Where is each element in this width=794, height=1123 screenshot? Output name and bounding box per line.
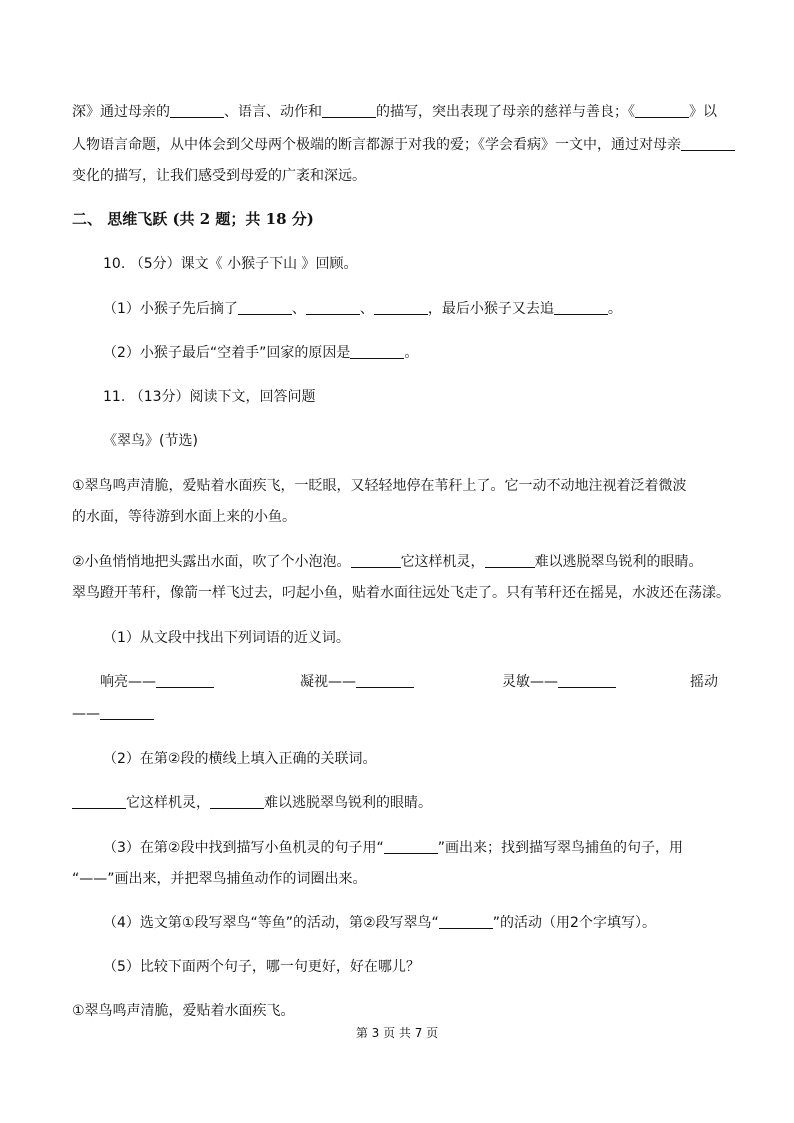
answer-blank — [306, 300, 360, 315]
text-run: 它这样机灵， — [126, 795, 210, 811]
text-run: 响亮—— — [100, 674, 156, 690]
text-run: （3）在第②段中找到描写小鱼机灵的句子用“ — [103, 840, 384, 856]
text-run: 灵敏—— — [502, 674, 558, 690]
text-run: 难以逃脱翠鸟锐利的眼睛。 — [534, 554, 703, 570]
text-run: （1）小猴子先后摘了 — [103, 301, 238, 317]
text-run: 、 — [291, 301, 306, 317]
text-run: 难以逃脱翠鸟锐利的眼睛。 — [264, 795, 432, 811]
answer-blank — [439, 914, 493, 929]
article-title: 《翠鸟》(节选) — [103, 433, 198, 449]
answer-blank — [322, 103, 376, 118]
answer-blank — [210, 794, 264, 809]
answer-blank — [681, 136, 735, 151]
synonym-item — [300, 672, 414, 692]
synonym-item — [502, 672, 616, 692]
text-run: 。 — [404, 345, 419, 361]
question-11-5: （5）比较下面两个句子，哪一句更好，好在哪儿？ — [103, 959, 420, 975]
answer-blank — [100, 705, 154, 720]
article-paragraph-1: 的水面，等待游到水面上来的小鱼。 — [72, 509, 296, 525]
text-run: 、语言、动作和 — [224, 104, 322, 120]
text-run: （4）选文第①段写翠鸟“等鱼”的活动，第②段写翠鸟“ — [103, 915, 439, 931]
question-10-1 — [103, 299, 622, 319]
question-11-4 — [103, 913, 656, 933]
question-10: 10. （5分）课文《 小猴子下山 》回顾。 — [103, 256, 358, 272]
text-run: ，最后小猴子又去追 — [427, 301, 554, 317]
text-run: 它这样机灵， — [400, 554, 485, 570]
text-line: 变化的描写，让我们感受到母爱的广袤和深远。 — [72, 168, 366, 184]
text-run: ”画出来；找到描写翠鸟捕鱼的句子，用 — [437, 840, 683, 856]
text-run: —— — [72, 706, 100, 722]
text-run: ②小鱼悄悄地把头露出水面，吹了个小泡泡。 — [72, 554, 351, 570]
text-run: ”的活动（用2个字填写）。 — [492, 915, 656, 931]
question-11: 11. （13分）阅读下文，回答问题 — [103, 389, 316, 405]
answer-blank — [635, 103, 689, 118]
article-paragraph-2: 翠鸟蹬开苇秆，像箭一样飞过去，叼起小鱼，贴着水面往远处飞走了。只有苇秆还在摇晃，水波还在荡漾。 — [72, 585, 730, 601]
answer-blank — [554, 300, 608, 315]
question-11-2: （2）在第②段的横线上填入正确的关联词。 — [103, 751, 377, 767]
answer-blank — [485, 553, 535, 568]
text-line — [72, 135, 735, 155]
question-11-1: （1）从文段中找出下列词语的近义词。 — [103, 630, 350, 646]
answer-blank — [558, 673, 616, 688]
answer-blank — [384, 839, 438, 854]
page-footer: 第 3 页 共 7 页 — [355, 1026, 439, 1040]
synonym-item — [72, 704, 154, 724]
synonym-item — [100, 672, 214, 692]
answer-blank — [156, 673, 214, 688]
answer-blank — [238, 300, 292, 315]
text-run: 》以 — [689, 104, 717, 120]
answer-blank — [356, 673, 414, 688]
question-11-2-answer — [72, 793, 432, 813]
text-run: 深》通过母亲的 — [72, 104, 170, 120]
text-line — [72, 102, 717, 122]
question-11-3: “——”画出来，并把翠鸟捕鱼动作的词圈出来。 — [72, 871, 367, 887]
text-run: 的描写，突出表现了母亲的慈祥与善良；《 — [376, 104, 635, 120]
text-run: 凝视—— — [300, 674, 356, 690]
question-10-2 — [103, 343, 418, 363]
synonym-item: 摇动 — [690, 674, 718, 690]
answer-blank — [351, 553, 401, 568]
text-run: 、 — [359, 301, 374, 317]
text-run: 人物语言命题，从中体会到父母两个极端的断言都源于对我的爱；《学会看病》一文中，通过对母亲 — [72, 137, 681, 153]
question-11-5-sentence: ①翠鸟鸣声清脆，爱贴着水面疾飞。 — [72, 1003, 295, 1019]
answer-blank — [374, 300, 428, 315]
article-paragraph-2 — [72, 552, 703, 572]
article-paragraph-1: ①翠鸟鸣声清脆，爱贴着水面疾飞，一眨眼，又轻轻地停在苇秆上了。它一动不动地注视着泛着微波 — [72, 478, 687, 494]
answer-blank — [72, 794, 126, 809]
question-11-3 — [103, 838, 683, 858]
text-run: 。 — [607, 301, 622, 317]
answer-blank — [350, 344, 404, 359]
answer-blank — [170, 103, 224, 118]
section-heading: 二、 思维飞跃 (共 2 题；共 18 分) — [72, 210, 314, 228]
text-run: （2）小猴子最后“空着手”回家的原因是 — [103, 345, 351, 361]
